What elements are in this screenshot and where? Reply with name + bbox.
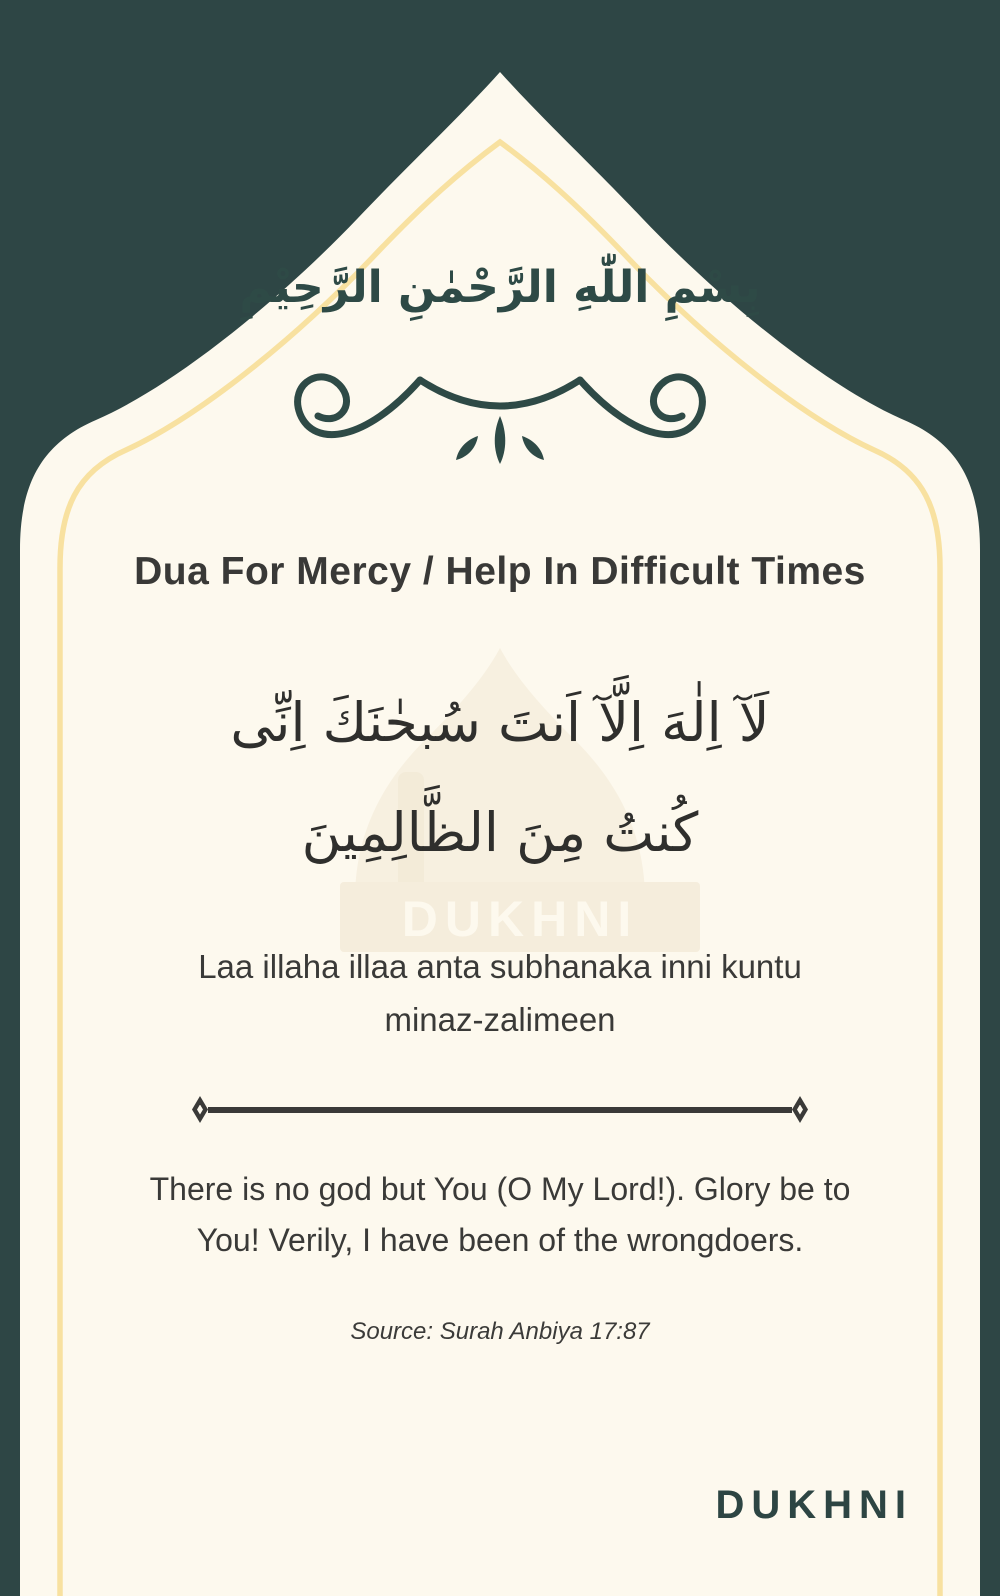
bismillah-flourish-icon — [270, 352, 730, 472]
divider-line — [208, 1107, 792, 1113]
arabic-dua-line-2: كُنتُ مِنَ الظَّالِمِينَ — [301, 801, 699, 864]
arabic-dua — [0, 668, 1000, 888]
transliteration: Laa illaha illaa anta subhanaka inni kuntu minaz-zalimeen — [198, 948, 802, 1039]
bismillah-calligraphy: بِسْمِ اللّٰهِ الرَّحْمٰنِ الرَّحِيْمِ — [239, 262, 761, 313]
translation: There is no god but You (O My Lord!). Glory be to You! Verily, I have been of the wrongdoers. — [149, 1171, 851, 1259]
divider — [192, 1096, 808, 1123]
divider-diamond-left-icon — [192, 1096, 208, 1123]
watermark-wordmark: DUKHNI — [401, 891, 639, 947]
source-caption: Source: Surah Anbiya 17:87 — [350, 1318, 650, 1345]
arabic-dua-line-1: لَآ اِلٰهَ اِلَّآ اَنتَ سُبحٰنَكَ اِنِّی — [230, 691, 770, 754]
card-title: Dua For Mercy / Help In Difficult Times — [134, 550, 866, 593]
brand-wordmark: DUKHNI — [715, 1483, 913, 1527]
divider-diamond-right-icon — [792, 1096, 808, 1123]
